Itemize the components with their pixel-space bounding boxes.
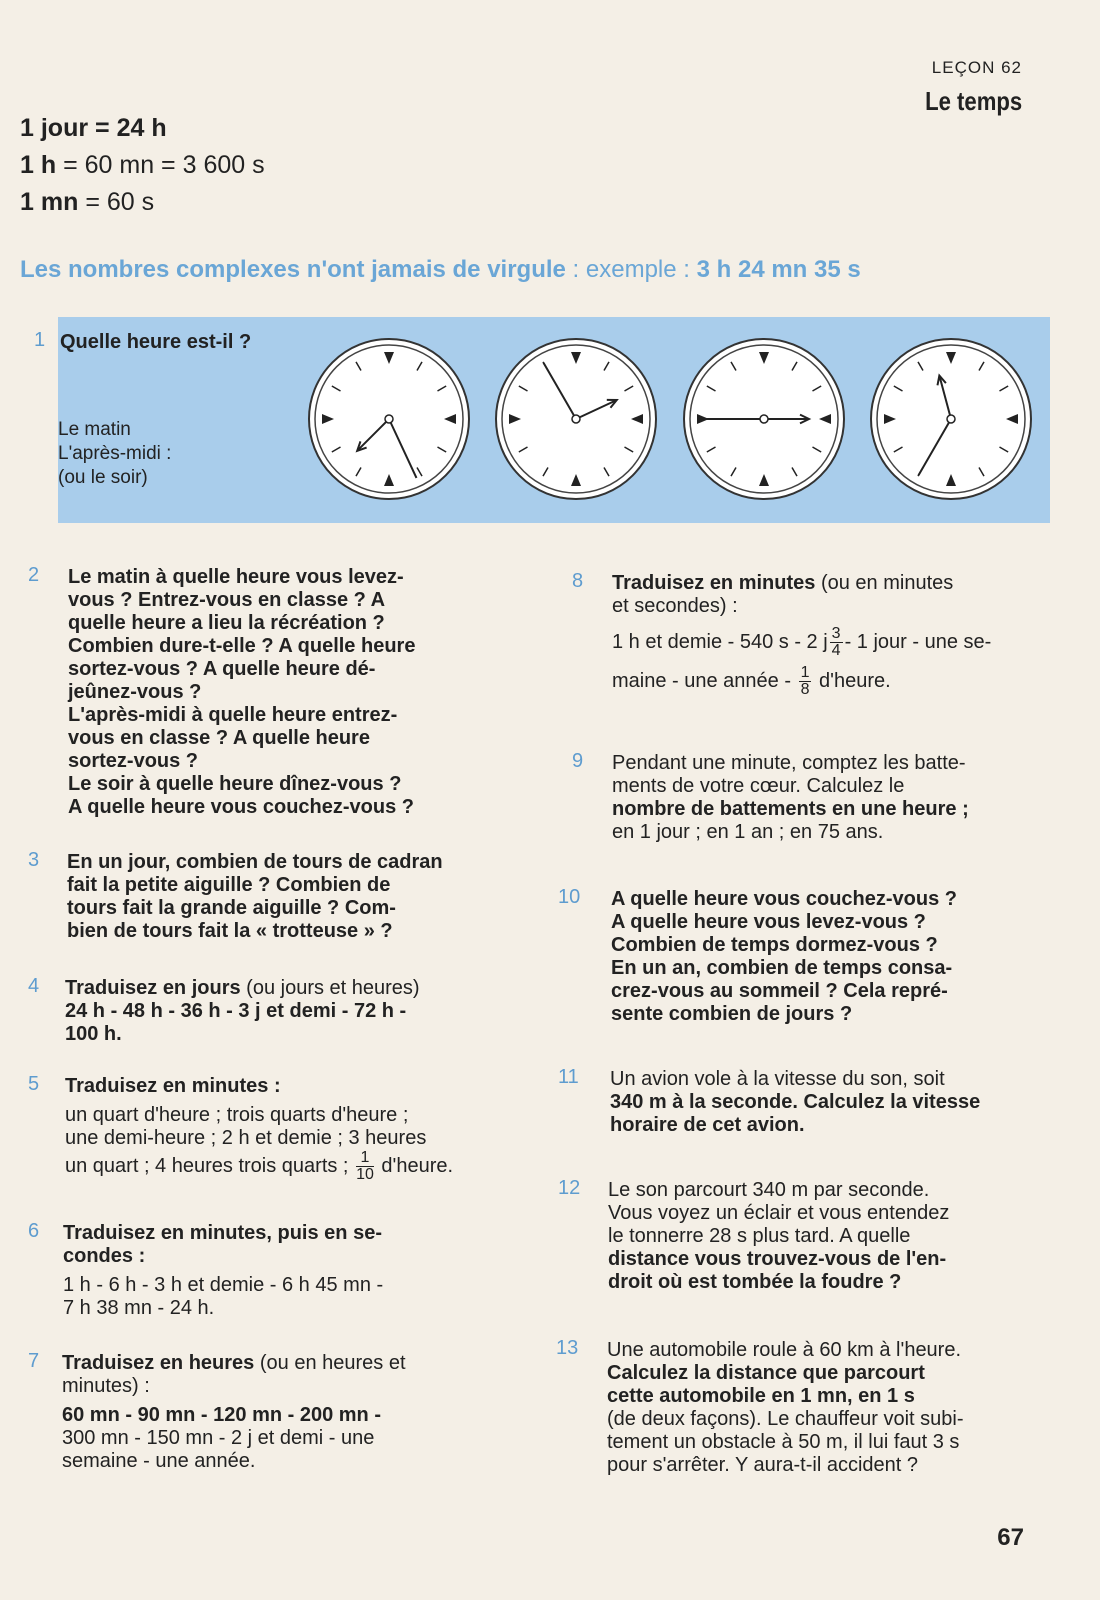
fact-hour: 1 h = 60 mn = 3 600 s (20, 151, 265, 179)
clock-2 (493, 336, 659, 502)
exercise-7-number: 7 (28, 1350, 40, 1372)
exercise-4-text: Traduisez en jours (ou jours et heures) 24 h - 48 h - 36 h - 3 j et demi - 72 h - 100 h. (65, 977, 420, 1045)
clock-center (760, 415, 768, 423)
exercise-1-number: 1 (34, 329, 46, 351)
label-apres-midi: L'après-midi : (58, 443, 172, 464)
exercise-12-number: 12 (558, 1177, 581, 1199)
clock-1 (306, 336, 472, 502)
exercise-3-number: 3 (28, 849, 40, 871)
exercise-8-text: Traduisez en minutes (ou en minutes et secondes) : 1 h et demie - 540 s - 2 j $\frac{3}{4}$ - 1 jour - une se- maine - une année - $\frac{1}{8}$ d'heure. (612, 572, 992, 698)
exercise-6-text: Traduisez en minutes, puis en se- condes : 1 h - 6 h - 3 h et demie - 6 h 45 mn - 7 h 38 mn - 24 h. (63, 1222, 384, 1319)
rule-statement: Les nombres complexes n'ont jamais de virgule : exemple : 3 h 24 mn 35 s (20, 256, 861, 283)
exercise-10-number: 10 (558, 886, 581, 908)
exercise-13-number: 13 (556, 1337, 579, 1359)
label-matin: Le matin (58, 419, 131, 440)
exercise-10-text: A quelle heure vous couchez-vous ? A quelle heure vous levez-vous ? Combien de temps dormez-vous ? En un an, combien de temps consa- crez-vous au sommeil ? Cela repré- sente combien de jours ? (611, 888, 957, 1025)
exercise-4-number: 4 (28, 975, 40, 997)
exercise-9-text: Pendant une minute, comptez les batte- ments de votre cœur. Calculez le nombre de battements en une heure ; en 1 jour ; en 1 an ; en 75 ans. (612, 752, 969, 843)
exercise-7-text: Traduisez en heures (ou en heures et minutes) : 60 mn - 90 mn - 120 mn - 200 mn - 300 mn - 150 mn - 2 j et demi - une semaine - une année. (62, 1352, 406, 1472)
clock-3 (681, 336, 847, 502)
fact-minute: 1 mn = 60 s (20, 188, 155, 216)
page-number: 67 (997, 1524, 1024, 1551)
page-title: Le temps (924, 86, 1022, 116)
lesson-number: LEÇON 62 (931, 58, 1022, 77)
exercise-5-number: 5 (28, 1073, 40, 1095)
exercise-2-number: 2 (28, 564, 40, 586)
exercise-1-title: Quelle heure est-il ? (60, 331, 252, 353)
fact-day: 1 jour = 24 h (20, 114, 167, 142)
clock-center (385, 415, 393, 423)
exercise-2-text: Le matin à quelle heure vous levez- vous ? Entrez-vous en classe ? A quelle heure a lieu la récréation ? Combien dure-t-elle ? A quelle heure sortez-vous ? A quelle heure dé- jeûnez-vous ? L'après-midi à quelle heure entrez- vous en classe ? A quelle heure sortez-vous ? Le soir à quelle heure dînez-vous ? A quelle heure vous couchez-vous ? (68, 566, 416, 818)
exercise-9-number: 9 (572, 750, 584, 772)
exercise-11-number: 11 (558, 1066, 579, 1088)
exercise-6-number: 6 (28, 1220, 40, 1242)
exercise-11-text: Un avion vole à la vitesse du son, soit 340 m à la seconde. Calculez la vitesse horaire de cet avion. (610, 1068, 981, 1136)
label-soir: (ou le soir) (58, 467, 148, 488)
clock-4 (868, 336, 1034, 502)
clock-center (947, 415, 955, 423)
exercise-8-number: 8 (572, 570, 584, 592)
exercise-3-text: En un jour, combien de tours de cadran fait la petite aiguille ? Combien de tours fait la grande aiguille ? Com- bien de tours fait la « trotteuse » ? (67, 851, 443, 942)
exercise-5-text: Traduisez en minutes : un quart d'heure ; trois quarts d'heure ; une demi-heure ; 2 h et demie ; 3 heures un quart ; 4 heures trois quarts ; $\frac{1}{10}$ d'heure. (65, 1075, 454, 1183)
exercise-12-text: Le son parcourt 340 m par seconde. Vous voyez un éclair et vous entendez le tonnerre 28 s plus tard. A quelle distance vous trouvez-vous de l'en- droit où est tombée la foudre ? (608, 1179, 950, 1293)
exercise-13-text: Une automobile roule à 60 km à l'heure. Calculez la distance que parcourt cette automobile en 1 mn, en 1 s (de deux façons). Le chauffeur voit subi- tement un obstacle à 50 m, il lui faut 3 s pour s'arrêter. Y aura-t-il accident ? (607, 1339, 964, 1476)
clock-center (572, 415, 580, 423)
